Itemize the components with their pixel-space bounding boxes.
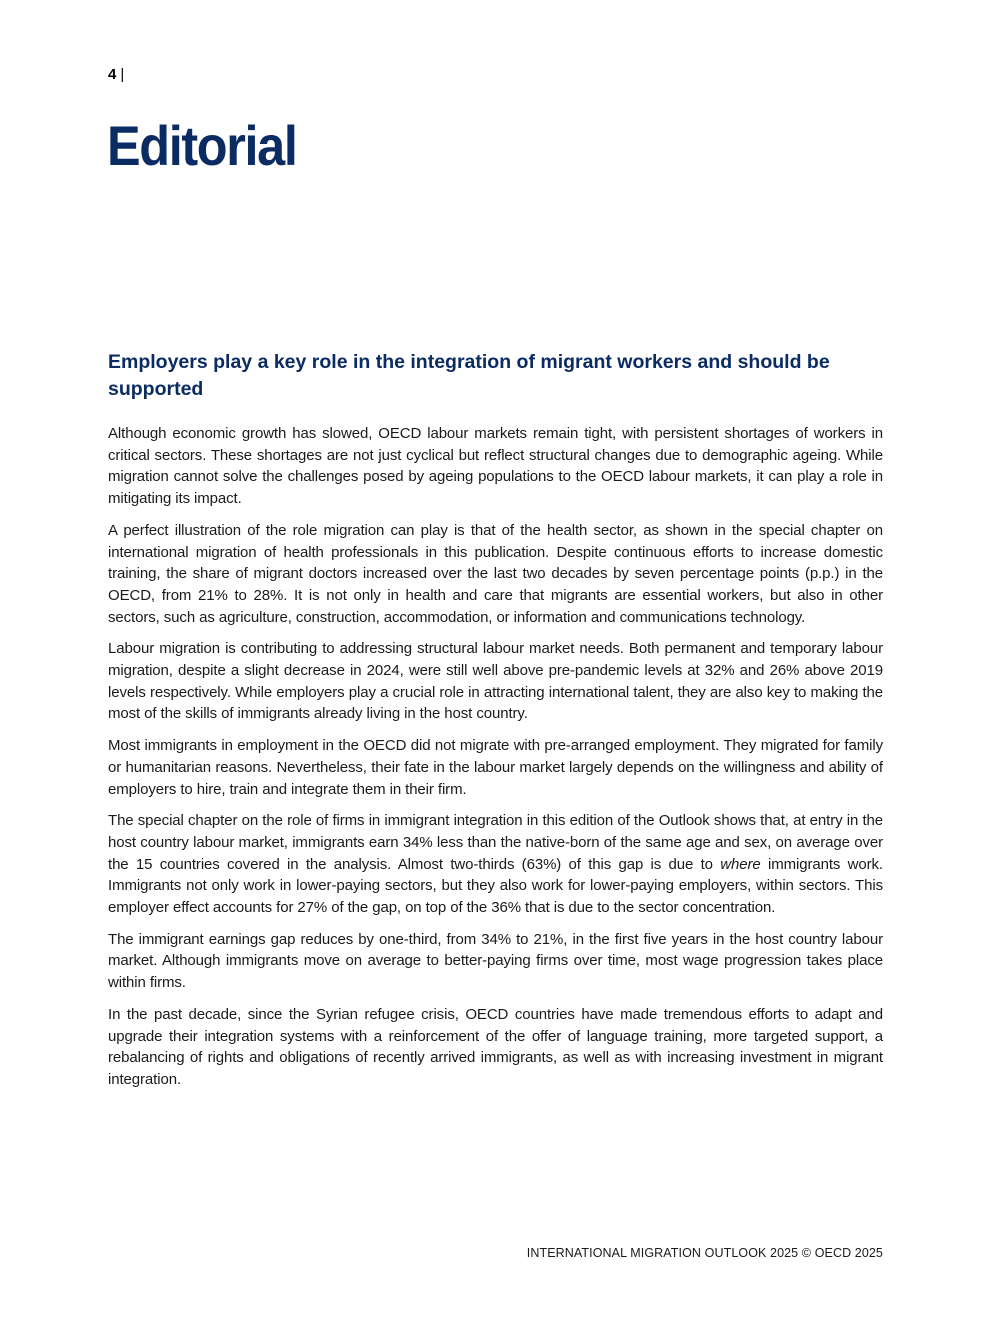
page-title: Editorial — [107, 114, 297, 177]
paragraph-3: Labour migration is contributing to addressing structural labour market needs. Both permanent and temporary labour migration, despite a slight decrease in 2024, were still well above pre-pandemic levels at 32% and 26% above 2019 levels respectively. While employers play a crucial role in attracting international talent, they are also key to making the most of the skills of immigrants already living in the host country. — [108, 640, 883, 723]
paragraph-5-text-after: immigrants work. Immigrants not only work in lower-paying sectors, but they also work for lower-paying employers, within sectors. This employer effect accounts for 27% of the gap, on top of the 36% that is due to the sector concentration. — [108, 855, 883, 917]
section-heading: Employers play a key role in the integration of migrant workers and should be supported — [108, 351, 830, 400]
page-number — [108, 66, 124, 83]
paragraph-5 — [108, 810, 883, 919]
paragraph-5-text-before: The special chapter on the role of firms in immigrant integration in this edition of the Outlook shows that, at entry in the host country labour market, immigrants earn 34% less than the native-born of the same age and sex, on average over the 15 countries covered in the analysis. Almost two-thirds (63%) of this gap is due to — [108, 812, 883, 873]
page-footer: INTERNATIONAL MIGRATION OUTLOOK 2025 © OECD 2025 — [526, 1246, 883, 1260]
paragraph-4: Most immigrants in employment in the OECD did not migrate with pre-arranged employment. They migrated for family or humanitarian reasons. Nevertheless, their fate in the labour market largely depends on the willingness and ability of employers to hire, train and integrate them in their firm. — [108, 737, 883, 798]
page-number-value: 4 — [108, 66, 117, 83]
paragraph-6: The immigrant earnings gap reduces by one-third, from 34% to 21%, in the first five years in the host country labour market. Although immigrants move on average to better-paying firms over time, most wage progression takes place within firms. — [108, 930, 883, 992]
paragraph-7: In the past decade, since the Syrian refugee crisis, OECD countries have made tremendous efforts to adapt and upgrade their integration systems with a reinforcement of the offer of language training, more targeted support, a rebalancing of rights and obligations of recently arrived immigrants, as well as with increasing investment in migrant integration. — [108, 1005, 883, 1088]
page-number-separator: | — [120, 66, 125, 83]
paragraph-5-emphasis: where — [720, 855, 761, 873]
body-text — [108, 423, 883, 1101]
paragraph-2: A perfect illustration of the role migration can play is that of the health sector, as shown in the special chapter on international migration of health professionals in this publication. Despite continuous efforts to increase domestic training, the share of migrant doctors increased over the last two decades by seven percentage points (p.p.) in the OECD, from 21% to 28%. It is not only in health and care that migrants are essential workers, but also in other sectors, such as agriculture, construction, accommodation, or information and communications technology. — [108, 521, 883, 626]
paragraph-1: Although economic growth has slowed, OECD labour markets remain tight, with persistent shortages of workers in critical sectors. These shortages are not just cyclical but reflect structural changes due to demographic ageing. While migration cannot solve the challenges posed by ageing populations to the OECD labour markets, it can play a role in mitigating its impact. — [108, 425, 883, 508]
